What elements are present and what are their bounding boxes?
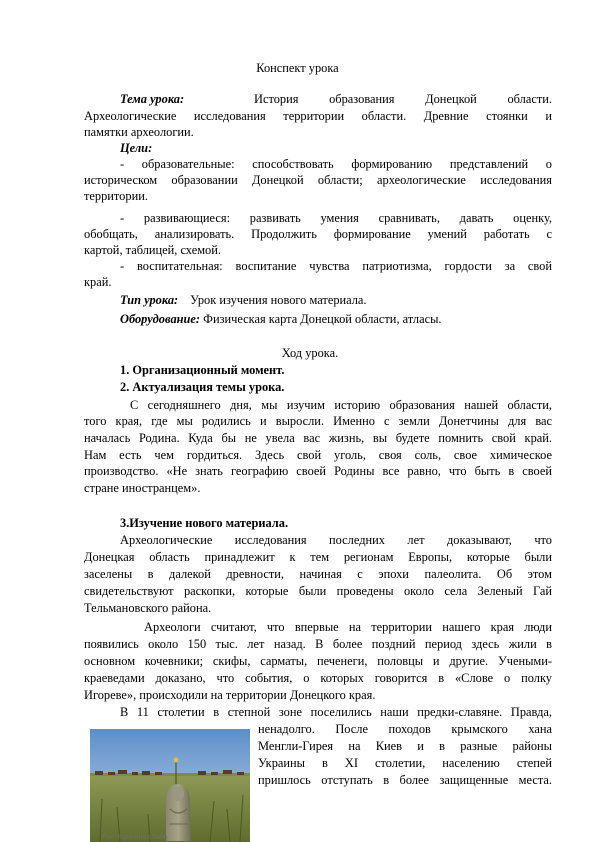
paragraph-4-line-3: Менгли-Гирея на Киев и в разные районы (258, 739, 552, 753)
paragraph-2-line-5: Тельмановского района. (84, 601, 212, 615)
step-2-heading: 2. Актуализация темы урока. (120, 380, 285, 394)
goal-developing-1: - развивающиеся: развивать умения сравнивать, давать оценку, (120, 211, 552, 225)
goal-upbringing-2: край. (84, 275, 112, 289)
document-title: Конспект урока (256, 61, 339, 75)
paragraph-2-line-3: заселены в далекой древности, начиная с эпохи палеолита. Об этом (84, 567, 552, 581)
paragraph-1-line-5: производство. «Не знать географию своей Родины все равно, что быть в своей (84, 464, 552, 478)
paragraph-4-line-2: ненадолго. После походов крымского хана (258, 722, 552, 736)
goal-developing-3: картой, таблицей, схемой. (84, 243, 221, 257)
step-3-heading: 3.Изучение нового материала. (120, 516, 289, 530)
photo-caption: Рис. Каменная баба (102, 834, 168, 841)
steppe-stone-idol-photo (90, 729, 250, 842)
paragraph-1-line-2: того края, где мы родились и выросли. Именно с земли Донетчины для вас (84, 414, 552, 428)
course-title: Ход урока. (281, 346, 339, 360)
paragraph-1-line-1: С сегодняшнего дня, мы изучим историю образования нашей области, (130, 398, 552, 412)
goal-educational-3: территории. (84, 189, 148, 203)
paragraph-4-line-1: В 11 столетии в степной зоне поселились наши предки-славяне. Правда, (120, 705, 552, 719)
goal-upbringing-1: - воспитательная: воспитание чувства патриотизма, гордости за свой (120, 259, 552, 273)
step-1-heading: 1. Организационный момент. (120, 363, 285, 377)
paragraph-3-line-1: Археологи считают, что впервые на территории нашего края люди (144, 620, 552, 634)
paragraph-3-line-2: появились около 150 тыс. лет назад. В более поздний период здесь жили в (84, 637, 552, 651)
paragraph-3-line-3: основном кочевники; скифы, сарматы, печенеги, половцы и другие. Учеными- (84, 654, 552, 668)
paragraph-3-line-4: краеведами доказано, что события, о которых говорится в «Слове о полку (84, 671, 552, 685)
lesson-type: Тип урока: Урок изучения нового материала. (120, 293, 367, 307)
topic-label: Тема урока: (120, 92, 185, 106)
paragraph-4-line-4: Украины в XI столетии, населению степей (258, 756, 552, 770)
paragraph-2-line-4: свидетельствуют раскопки, которые были проведены около села Зеленый Гай (84, 584, 552, 598)
lesson-equipment: Оборудование: Физическая карта Донецкой области, атласы. (120, 312, 442, 326)
goals-label: Цели: (120, 141, 153, 155)
topic-line-1: История образования Донецкой области. (254, 92, 552, 106)
paragraph-3-line-5: Игореве», происходили на территории Донецкого края. (84, 688, 376, 702)
topic-line-3: памятки археологии. (84, 125, 194, 139)
paragraph-1-line-4: Нам есть чем гордиться. Здесь свой уголь, своя соль, свое химическое (84, 448, 552, 462)
paragraph-4-line-5: пришлось отступать в более защищенные места. (258, 773, 552, 787)
topic-line-2: Археологические исследования территории области. Древние стоянки и (84, 109, 552, 123)
paragraph-2-line-1: Археологические исследования последних лет доказывают, что (120, 533, 552, 547)
goal-educational-2: историческом образовании Донецкой области; археологические исследования (84, 173, 552, 187)
paragraph-1-line-3: началась Родина. Куда бы не увела вас жизнь, вы будете помнить свой край. (84, 431, 552, 445)
goal-educational-1: - образовательные: способствовать формированию представлений о (120, 157, 552, 171)
paragraph-2-line-2: Донецкая область принадлежит к тем регионам Европы, которые были (84, 550, 552, 564)
paragraph-1-line-6: стране иностранцем». (84, 481, 201, 495)
goal-developing-2: обобщать, анализировать. Продолжить формирование умений работать с (84, 227, 552, 241)
